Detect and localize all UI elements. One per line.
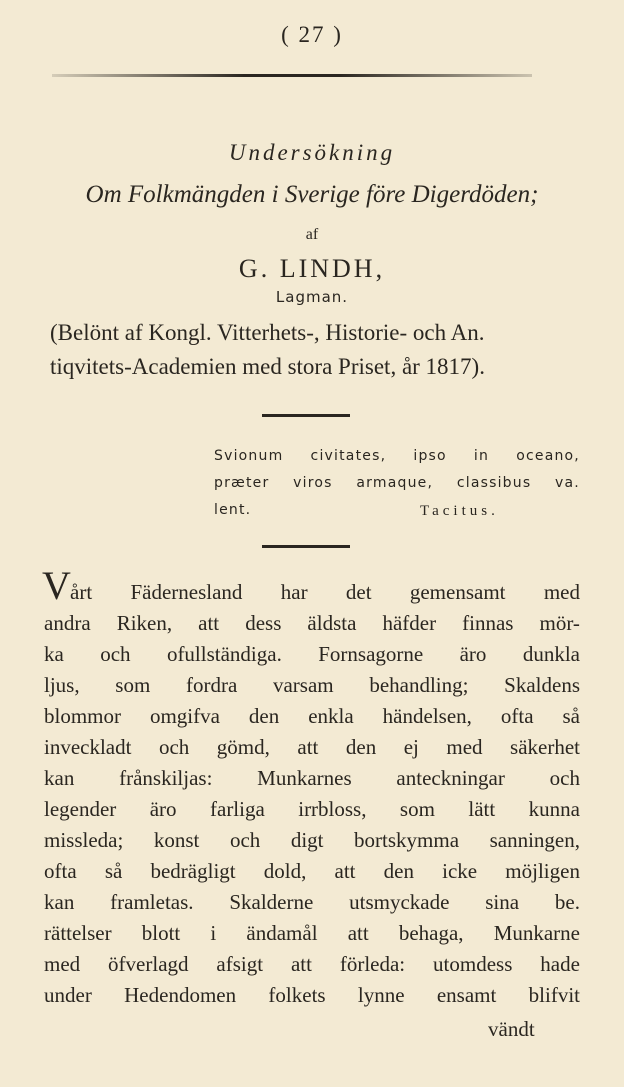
word: lätt [468,797,496,821]
word: ofta [500,704,534,728]
word: ka [44,642,64,666]
author: G. LINDH, [238,254,386,283]
word: dold, [263,859,307,883]
word: gemensamt [409,580,506,604]
author-title: Lagman. [275,288,349,306]
word: Munkarnes [257,766,352,790]
body-line [44,859,580,884]
word: äro [149,797,177,821]
word: konst [153,828,200,852]
divider-rule [262,545,350,548]
word: dunkla [522,642,580,666]
word: att [198,611,220,635]
body-line [44,983,580,1008]
word: att [334,859,356,883]
word: äldsta [307,611,357,635]
body-line [44,673,580,698]
word: anteckningar [396,766,505,790]
word: legender [44,797,117,821]
award-line-2: tiqvitets-Academien med stora Priset, år 1817). [50,354,485,379]
word: Skalderne [229,890,314,914]
word: äro [459,642,487,666]
word: händelsen, [382,704,472,728]
word: kan [44,890,75,914]
body-line [44,735,580,760]
epigraph-word: oceano, [516,448,580,464]
epigraph-word: præter [214,475,270,491]
word: Fädernesland [130,580,243,604]
word: häfder [382,611,437,635]
word: ofta [44,859,77,883]
word: Riken, [116,611,173,635]
word: säkerhet [510,735,580,759]
epigraph-word: ipso [413,448,447,464]
word: med [446,735,483,759]
epigraph-line-1 [214,448,580,464]
word: fordra [185,673,238,697]
word: sanningen, [489,828,580,852]
word: irrbloss, [298,797,367,821]
word: utsmyckade [349,890,450,914]
word: ensamt [436,983,497,1007]
word: öfverlagd [108,952,189,976]
word: inveckladt [44,735,132,759]
word: omgifva [149,704,220,728]
word: med [543,580,580,604]
word: ofullständiga. [166,642,282,666]
word: missleda; [44,828,124,852]
epigraph-word: viros [293,475,333,491]
word: folkets [268,983,326,1007]
body-line [44,766,580,791]
word: ändamål [246,921,318,945]
word: möjligen [505,859,580,883]
body-line [44,952,580,977]
word: kan [44,766,75,790]
word: blifvit [528,983,580,1007]
word: förleda: [339,952,406,976]
byline-prefix: af [305,226,319,243]
word: och [158,735,190,759]
body-line [44,611,580,636]
word: och [100,642,131,666]
word: att [347,921,369,945]
word: blommor [44,704,121,728]
body-line [44,921,580,946]
epigraph-word: in [473,448,490,464]
word: finnas [462,611,514,635]
word: behandling; [369,673,469,697]
word: ej [403,735,419,759]
word: så [562,704,580,728]
word: den [383,859,414,883]
word: och [229,828,261,852]
epigraph-word: va. [555,475,580,491]
word: ljus, [44,673,80,697]
drop-cap: V [42,563,71,608]
word: bortskymma [354,828,460,852]
word: lynne [357,983,405,1007]
word: sina [485,890,520,914]
word: under [44,983,92,1007]
word: har [280,580,308,604]
word: utomdess [433,952,513,976]
word: dess [245,611,282,635]
word: gömd, [216,735,270,759]
epigraph-line-3: lent. [214,502,252,518]
word: rättelser [44,921,112,945]
body-line [44,704,580,729]
word: den [345,735,377,759]
word: blott [141,921,181,945]
award-line-1: (Belönt af Kongl. Vitterhets-, Historie- och An. [50,320,485,345]
word: icke [442,859,478,883]
word: andra [44,611,91,635]
body-line [44,642,580,667]
epigraph-word: civitates, [310,448,387,464]
word: frånskiljas: [119,766,213,790]
subtitle: Om Folkmängden i Sverige före Digerdöden; [85,181,539,208]
body-line [44,828,580,853]
catchword: vändt [488,1017,535,1041]
word: farliga [210,797,265,821]
header-rule [52,74,532,77]
word: den [248,704,280,728]
page-number: ( 27 ) [281,22,343,47]
word: mör- [539,611,580,635]
word: så [104,859,123,883]
title: Undersökning [228,140,396,165]
word: digt [290,828,324,852]
epigraph-line-2 [214,475,580,491]
body-line [44,890,580,915]
word: med [44,952,81,976]
epigraph-word: Svionum [214,448,284,464]
word: och [549,766,580,790]
word: afsigt [216,952,264,976]
word: Skaldens [504,673,580,697]
epigraph-word: armaque, [356,475,434,491]
word: årt [70,580,93,604]
word: behaga, [398,921,464,945]
word: Fornsagorne [318,642,424,666]
word: bedrägligt [150,859,236,883]
word: det [345,580,372,604]
divider-rule [262,414,350,417]
body-line [44,797,580,822]
word: som [115,673,151,697]
word: be. [554,890,580,914]
word: kunna [528,797,580,821]
word: hade [540,952,580,976]
word: att [290,952,312,976]
word: som [399,797,435,821]
word: varsam [272,673,334,697]
epigraph-word: classibus [456,475,532,491]
word: Munkarne [493,921,580,945]
word: att [297,735,319,759]
word: Hedendomen [124,983,237,1007]
epigraph-attribution: Tacitus. [420,503,499,519]
word: i [210,921,217,945]
body-line-first [70,580,580,605]
word: framletas. [110,890,194,914]
word: enkla [308,704,354,728]
